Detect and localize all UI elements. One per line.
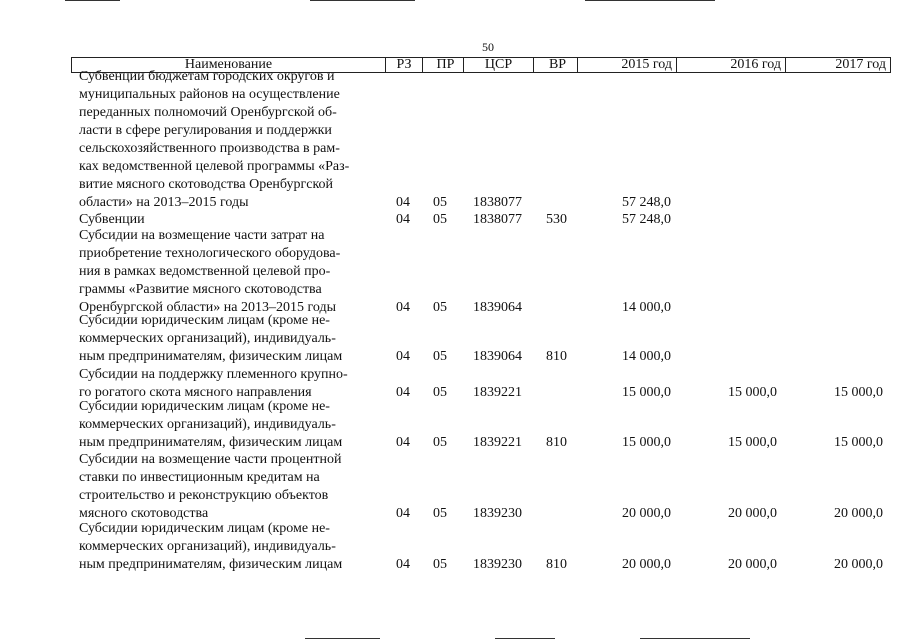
cell-csr: 1839221	[473, 435, 522, 450]
cell-y2017: 15 000,0	[834, 435, 883, 450]
table-row	[0, 227, 905, 317]
cell-y2017: 20 000,0	[834, 506, 883, 521]
table-row	[0, 398, 905, 452]
cell-csr: 1839064	[473, 300, 522, 315]
row-name: Субсидии на возмещение части затрат на приобретение технологического оборудова- ния в рамках ведомственной целевой про- граммы «Развитие мясного скотоводства Оренбургской области» на 2013–2015 годы	[79, 228, 341, 315]
scan-edge-mark	[585, 0, 715, 1]
table-row	[0, 366, 905, 402]
scan-edge-mark	[310, 0, 415, 1]
row-name: Субсидии на поддержку племенного крупно- го рогатого скота мясного направления	[79, 367, 348, 400]
cell-rz: 04	[396, 557, 410, 572]
scan-edge-mark	[65, 0, 120, 1]
cell-pr: 05	[433, 300, 447, 315]
table-row	[0, 68, 905, 212]
cell-pr: 05	[433, 212, 447, 227]
cell-vr: 530	[546, 212, 567, 227]
cell-rz: 04	[396, 385, 410, 400]
cell-pr: 05	[433, 506, 447, 521]
cell-csr: 1839230	[473, 506, 522, 521]
page-number: 50	[482, 40, 494, 54]
row-name: Субвенции	[79, 212, 145, 227]
cell-pr: 05	[433, 349, 447, 364]
header-pr: ПР	[428, 58, 464, 72]
cell-vr: 810	[546, 557, 567, 572]
cell-y2017: 15 000,0	[834, 385, 883, 400]
cell-rz: 04	[396, 349, 410, 364]
cell-csr: 1839230	[473, 557, 522, 572]
cell-y2015: 20 000,0	[622, 506, 671, 521]
cell-y2015: 57 248,0	[622, 212, 671, 227]
cell-csr: 1838077	[473, 212, 522, 227]
cell-csr: 1838077	[473, 195, 522, 210]
cell-y2016: 15 000,0	[728, 435, 777, 450]
cell-rz: 04	[396, 195, 410, 210]
table-row	[0, 451, 905, 523]
cell-y2015: 14 000,0	[622, 300, 671, 315]
cell-rz: 04	[396, 212, 410, 227]
row-name: Субсидии юридическим лицам (кроме не- коммерческих организаций), индивидуаль- ным предпринимателям, физическим лицам	[79, 313, 343, 364]
cell-y2015: 57 248,0	[622, 195, 671, 210]
cell-y2015: 15 000,0	[622, 435, 671, 450]
cell-pr: 05	[433, 385, 447, 400]
cell-pr: 05	[433, 557, 447, 572]
row-name: Субвенции бюджетам городских округов и муниципальных районов на осуществление переданных полномочий Оренбургской об- ласти в сфере регулирования и поддержки сельскохозяйственного производства в рам- ках ведомственной целевой программы «Раз- витие мясного скотоводства Оренбургской области» на 2013–2015 годы	[79, 69, 350, 210]
cell-rz: 04	[396, 506, 410, 521]
cell-vr: 810	[546, 349, 567, 364]
cell-rz: 04	[396, 435, 410, 450]
header-csr: ЦСР	[464, 58, 534, 72]
cell-csr: 1839221	[473, 385, 522, 400]
cell-pr: 05	[433, 195, 447, 210]
cell-csr: 1839064	[473, 349, 522, 364]
header-2016: 2016 год	[680, 58, 786, 72]
cell-y2016: 20 000,0	[728, 557, 777, 572]
scan-edge-mark	[495, 638, 555, 639]
cell-y2016: 20 000,0	[728, 506, 777, 521]
scan-edge-mark	[640, 638, 750, 639]
header-2015: 2015 год	[581, 58, 677, 72]
row-name: Субсидии на возмещение части процентной ставки по инвестиционным кредитам на строительство и реконструкцию объектов мясного скотоводства	[79, 452, 342, 521]
header-rz: РЗ	[386, 58, 423, 72]
table-row	[0, 312, 905, 366]
cell-rz: 04	[396, 300, 410, 315]
cell-y2015: 15 000,0	[622, 385, 671, 400]
cell-y2016: 15 000,0	[728, 385, 777, 400]
cell-y2017: 20 000,0	[834, 557, 883, 572]
header-name: Наименование	[72, 58, 386, 72]
cell-y2015: 14 000,0	[622, 349, 671, 364]
header-2017: 2017 год	[835, 57, 886, 72]
cell-y2015: 20 000,0	[622, 557, 671, 572]
row-name: Субсидии юридическим лицам (кроме не- коммерческих организаций), индивидуаль- ным предпринимателям, физическим лицам	[79, 521, 343, 572]
cell-vr: 810	[546, 435, 567, 450]
scan-edge-mark	[305, 638, 380, 639]
header-vr: ВР	[538, 58, 578, 72]
table-row	[0, 520, 905, 574]
row-name: Субсидии юридическим лицам (кроме не- коммерческих организаций), индивидуаль- ным предпринимателям, физическим лицам	[79, 399, 343, 450]
cell-pr: 05	[433, 435, 447, 450]
